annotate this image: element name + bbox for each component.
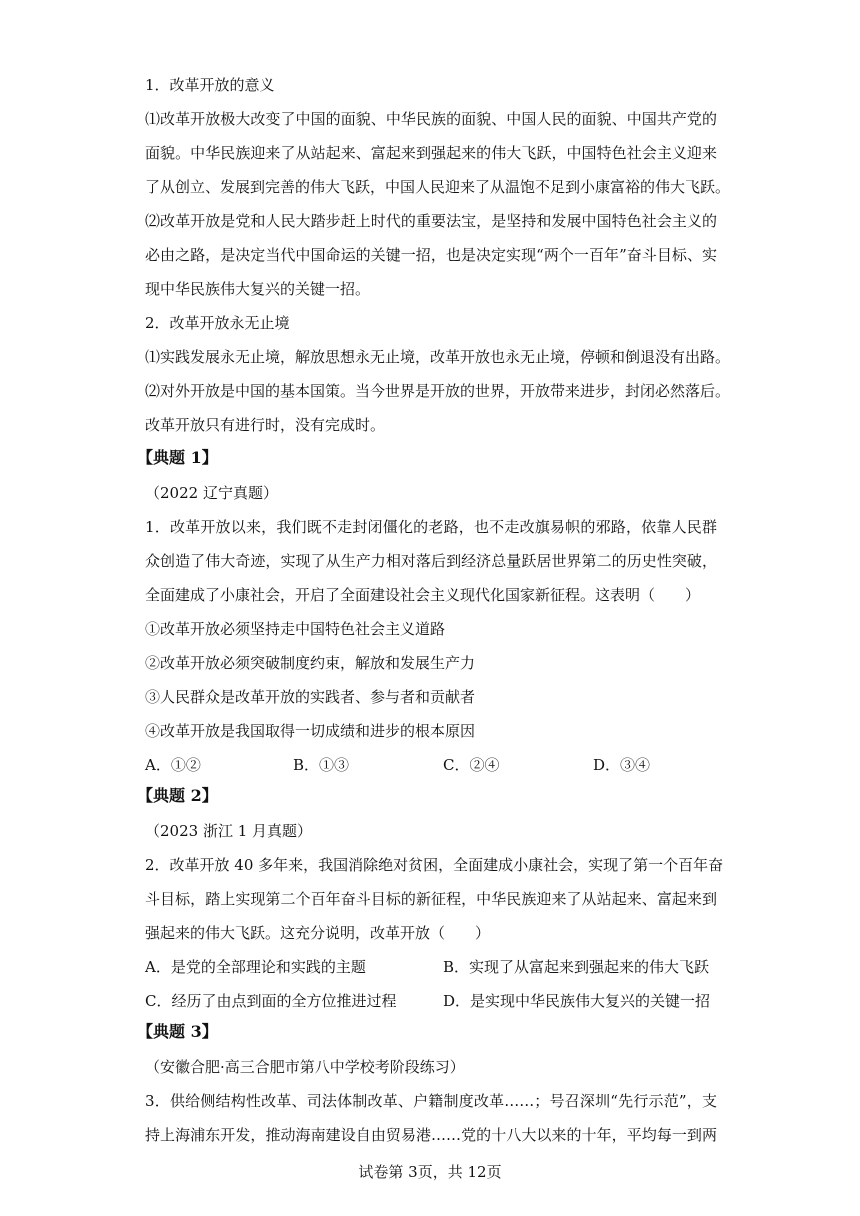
paragraph-line: ⑴实践发展永无止境，解放思想永无止境，改革开放也永无止境，停顿和倒退没有出路。	[145, 348, 731, 366]
statement-item: ②改革开放必须突破制度约束，解放和发展生产力	[145, 654, 476, 672]
section-heading-endless: 2．改革开放永无止境	[145, 314, 290, 332]
question-stem-line: 全面建成了小康社会，开启了全面建设社会主义现代化国家新征程。这表明（ ）	[145, 586, 701, 604]
paragraph-line: ⑵改革开放是党和人民大踏步赶上时代的重要法宝，是坚持和发展中国特色社会主义的	[145, 212, 717, 230]
paragraph-line: ⑴改革开放极大改变了中国的面貌、中华民族的面貌、中国人民的面貌、中国共产党的	[145, 110, 717, 128]
option-d: D．是实现中华民族伟大复兴的关键一招	[443, 992, 711, 1010]
question-title-3: 【典题 3】	[137, 1022, 218, 1041]
paragraph-line: ⑵对外开放是中国的基本国策。当今世界是开放的世界，开放带来进步，封闭必然落后。	[145, 382, 731, 400]
question-source-1: （2022 辽宁真题）	[145, 484, 278, 502]
option-c: C．②④	[443, 756, 500, 774]
question-stem-line: 2．改革开放 40 多年来，我国消除绝对贫困，全面建成小康社会，实现了第一个百年奋	[145, 856, 724, 874]
paragraph-line: 必由之路，是决定当代中国命运的关键一招，也是决定实现“两个一百年”奋斗目标、实	[145, 246, 717, 264]
question-stem-line: 众创造了伟大奇迹，实现了从生产力相对落后到经济总量跃居世界第二的历史性突破，	[145, 552, 717, 570]
paragraph-line: 了从创立、发展到完善的伟大飞跃，中国人民迎来了从温饱不足到小康富裕的伟大飞跃。	[145, 178, 731, 196]
question-title-2: 【典题 2】	[137, 786, 218, 805]
section-heading-significance: 1．改革开放的意义	[145, 76, 275, 94]
option-d: D．③④	[593, 756, 651, 774]
option-a: A．是党的全部理论和实践的主题	[145, 958, 366, 976]
question-source-3: （安徽合肥·高三合肥市第八中学校考阶段练习）	[145, 1058, 465, 1076]
paragraph-line: 改革开放只有进行时，没有完成时。	[145, 416, 386, 434]
option-b: B．①③	[293, 756, 350, 774]
question-stem-line: 3．供给侧结构性改革、司法体制改革、户籍制度改革……；号召深圳“先行示范”，支	[145, 1092, 717, 1110]
question-stem-line: 1．改革开放以来，我们既不走封闭僵化的老路，也不走改旗易帜的邪路，依靠人民群	[145, 518, 717, 536]
page-footer: 试卷第 3页，共 12页	[358, 1163, 502, 1181]
question-stem-line: 持上海浦东开发，推动海南建设自由贸易港……党的十八大以来的十年，平均每一到两	[145, 1126, 717, 1144]
statement-item: ①改革开放必须坚持走中国特色社会主义道路	[145, 620, 446, 638]
statement-item: ④改革开放是我国取得一切成绩和进步的根本原因	[145, 722, 476, 740]
question-title-1: 【典题 1】	[137, 448, 218, 467]
question-source-2: （2023 浙江 1 月真题）	[145, 822, 313, 840]
question-stem-line: 斗目标，踏上实现第二个百年奋斗目标的新征程，中华民族迎来了从站起来、富起来到	[145, 890, 717, 908]
question-stem-line: 强起来的伟大飞跃。这充分说明，改革开放（ ）	[145, 924, 491, 942]
paragraph-line: 面貌。中华民族迎来了从站起来、富起来到强起来的伟大飞跃，中国特色社会主义迎来	[145, 144, 717, 162]
statement-item: ③人民群众是改革开放的实践者、参与者和贡献者	[145, 688, 476, 706]
option-b: B．实现了从富起来到强起来的伟大飞跃	[443, 958, 710, 976]
option-c: C．经历了由点到面的全方位推进过程	[145, 992, 397, 1010]
option-a: A．①②	[145, 756, 201, 774]
paragraph-line: 现中华民族伟大复兴的关键一招。	[145, 280, 371, 298]
